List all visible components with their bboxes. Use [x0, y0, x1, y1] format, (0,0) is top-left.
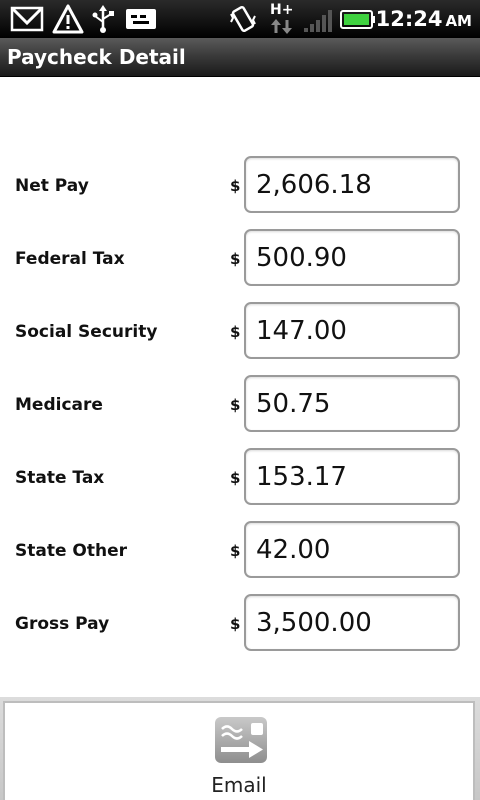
social-security-field[interactable] — [244, 302, 460, 359]
state-tax-label: State Tax — [15, 468, 105, 488]
federal-tax-label: Federal Tax — [15, 249, 125, 269]
state-other-label: State Other — [15, 541, 128, 561]
currency-symbol: $ — [230, 396, 241, 414]
page-title: Paycheck Detail — [7, 45, 186, 69]
data-arrows-icon — [270, 19, 294, 34]
currency-symbol: $ — [230, 177, 241, 195]
net-pay-label: Net Pay — [15, 176, 89, 196]
gross-pay-field[interactable] — [244, 594, 460, 651]
row-gross-pay — [0, 594, 480, 651]
warning-icon — [52, 4, 84, 34]
medicare-value: 50.75 — [256, 389, 331, 419]
row-state-tax — [0, 448, 480, 505]
gross-pay-label: Gross Pay — [15, 614, 110, 634]
gmail-icon — [10, 4, 44, 34]
keyboard-icon — [124, 4, 158, 34]
state-tax-field[interactable] — [244, 448, 460, 505]
row-federal-tax — [0, 229, 480, 286]
gross-pay-value: 3,500.00 — [256, 608, 372, 638]
status-time — [376, 5, 472, 35]
federal-tax-value: 500.90 — [256, 243, 347, 273]
currency-symbol: $ — [230, 323, 241, 341]
network-type-indicator — [268, 2, 296, 36]
usb-icon — [90, 4, 116, 34]
social-security-value: 147.00 — [256, 316, 347, 346]
battery-icon — [340, 4, 376, 34]
federal-tax-field[interactable] — [244, 229, 460, 286]
social-security-label: Social Security — [15, 322, 158, 342]
row-social-security — [0, 302, 480, 359]
email-button[interactable] — [3, 701, 475, 800]
state-other-value: 42.00 — [256, 535, 331, 565]
medicare-field[interactable] — [244, 375, 460, 432]
bottom-action-bar — [0, 697, 480, 800]
email-button-label: Email — [211, 773, 267, 797]
currency-symbol: $ — [230, 469, 241, 487]
title-bar — [0, 38, 480, 77]
vibrate-icon — [228, 4, 258, 34]
row-net-pay — [0, 156, 480, 213]
email-send-icon — [213, 715, 269, 767]
state-tax-value: 153.17 — [256, 462, 347, 492]
time-ampm: AM — [445, 12, 472, 30]
net-pay-field[interactable] — [244, 156, 460, 213]
row-state-other — [0, 521, 480, 578]
network-label: H+ — [270, 2, 294, 18]
row-medicare — [0, 375, 480, 432]
currency-symbol: $ — [230, 542, 241, 560]
currency-symbol: $ — [230, 615, 241, 633]
medicare-label: Medicare — [15, 395, 103, 415]
net-pay-value: 2,606.18 — [256, 170, 372, 200]
state-other-field[interactable] — [244, 521, 460, 578]
time-value: 12:24 — [375, 7, 443, 31]
signal-icon — [302, 4, 336, 34]
currency-symbol: $ — [230, 250, 241, 268]
status-bar — [0, 0, 480, 38]
